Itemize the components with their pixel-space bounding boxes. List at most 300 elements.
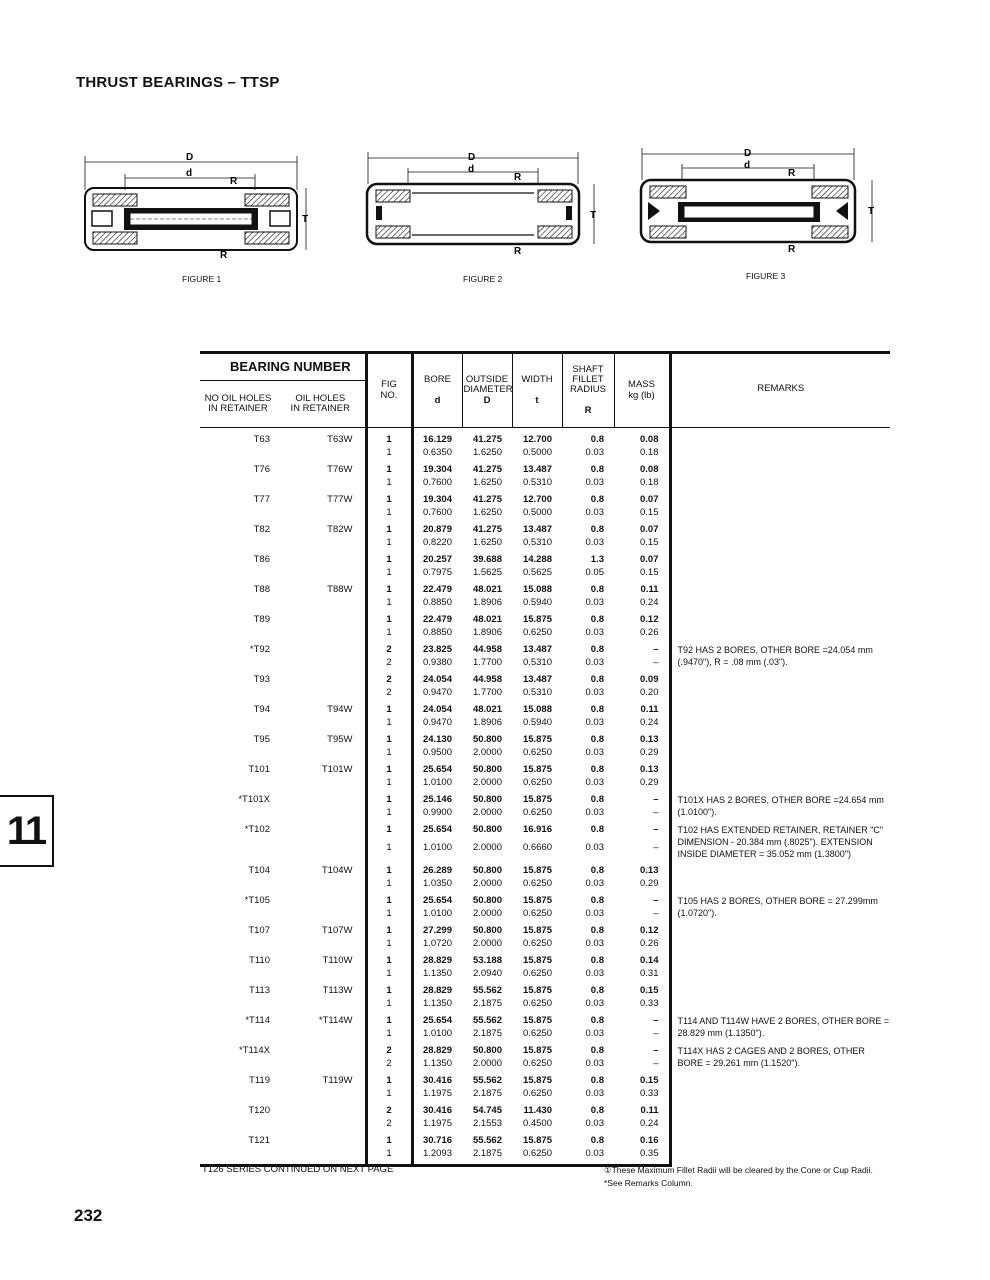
table-row — [200, 584, 890, 597]
cell-bore: 24.130 — [412, 734, 462, 747]
table-row — [200, 554, 890, 567]
cell-radius: 0.03 — [585, 937, 604, 949]
cell-oil — [276, 777, 366, 790]
cell-radius: 0.03 — [585, 1117, 604, 1129]
cell-remarks: T114X HAS 2 CAGES AND 2 BORES, OTHER BORE = 29.261 mm (1.1520"). — [670, 1045, 890, 1070]
cell-bore: 1.0100 — [412, 842, 462, 860]
cell-od: 44.958 — [472, 644, 502, 656]
cell-fig: 1 — [366, 955, 412, 968]
od-symbol: D — [483, 394, 491, 406]
cell-width: 15.875 — [522, 764, 552, 776]
cell-oil — [276, 842, 366, 860]
cell-remarks — [670, 464, 890, 489]
cell-oil — [276, 567, 366, 580]
cell-mass: 0.13 — [640, 734, 659, 746]
cell-bore: 0.9380 — [412, 657, 462, 670]
cell-bore: 22.479 — [412, 584, 462, 597]
cell-width: 15.088 — [522, 584, 552, 596]
cell-bore: 0.9500 — [412, 747, 462, 760]
cell-remarks — [670, 1135, 890, 1166]
cell-fig: 1 — [366, 717, 412, 730]
cell-no-oil — [200, 1118, 276, 1131]
cell-od: 53.188 — [472, 955, 502, 967]
cell-radius: 1.3 — [590, 554, 604, 566]
cell-bore: 1.1975 — [412, 1088, 462, 1101]
cell-bore: 1.0100 — [412, 1028, 462, 1041]
cell-fig: 2 — [366, 687, 412, 700]
cell-radius: 0.03 — [585, 1087, 604, 1099]
cell-no-oil — [200, 1028, 276, 1041]
cell-width: 0.4500 — [522, 1117, 552, 1129]
cell-radius: 0.8 — [590, 895, 604, 907]
cell-bore: 25.654 — [412, 764, 462, 777]
cell-radius: 0.03 — [585, 997, 604, 1009]
figure-1-caption: FIGURE 1 — [182, 274, 222, 284]
cell-radius: 0.8 — [590, 1105, 604, 1117]
cell-mass: – — [653, 824, 659, 836]
cell-radius: 0.03 — [585, 806, 604, 818]
cell-oil — [276, 674, 366, 687]
cell-width: 0.6250 — [522, 776, 552, 788]
cell-radius: 0.8 — [590, 494, 604, 506]
cell-bore: 0.8220 — [412, 537, 462, 550]
cell-remarks — [670, 674, 890, 699]
cell-bore: 1.0100 — [412, 777, 462, 790]
cell-radius: 0.03 — [585, 1057, 604, 1069]
cell-bore: 0.9470 — [412, 687, 462, 700]
cell-mass: 0.15 — [640, 536, 659, 548]
section-tab: 11 — [0, 795, 54, 867]
cell-fig: 1 — [366, 764, 412, 777]
cell-mass: 0.33 — [640, 997, 659, 1009]
cell-mass: 0.31 — [640, 967, 659, 979]
cell-oil: T94W — [327, 704, 353, 716]
cell-mass: – — [653, 1027, 659, 1039]
cell-radius: 0.8 — [590, 464, 604, 476]
cell-no-oil: T88 — [253, 584, 270, 596]
table-row — [200, 1045, 890, 1058]
cell-fig: 1 — [366, 627, 412, 640]
cell-fig: 1 — [366, 998, 412, 1011]
cell-radius: 0.03 — [585, 476, 604, 488]
cell-od: 1.8906 — [472, 626, 502, 638]
cell-no-oil: T95 — [253, 734, 270, 746]
cell-fig: 1 — [366, 507, 412, 520]
cell-bore: 24.054 — [412, 704, 462, 717]
shaft-symbol: R — [584, 405, 592, 417]
cell-od: 2.1553 — [472, 1117, 502, 1129]
table-row — [200, 494, 890, 507]
cell-no-oil — [200, 537, 276, 550]
cell-od: 50.800 — [472, 824, 502, 836]
cell-fig: 1 — [366, 734, 412, 747]
cell-od: 50.800 — [472, 764, 502, 776]
cell-oil: T104W — [321, 865, 353, 877]
cell-no-oil: T94 — [253, 704, 270, 716]
cell-no-oil: *T101X — [238, 794, 270, 806]
cell-no-oil — [200, 747, 276, 760]
cell-width: 0.6250 — [522, 997, 552, 1009]
remarks-header: REMARKS — [757, 383, 805, 394]
cell-fig: 1 — [366, 824, 412, 842]
cell-remarks — [670, 1105, 890, 1130]
no-oil-header-1: NO OIL HOLES — [204, 392, 272, 404]
label-d: d — [744, 160, 751, 171]
cell-no-oil: T86 — [253, 554, 270, 566]
cell-fig: 1 — [366, 567, 412, 580]
label-D: D — [744, 148, 752, 159]
cell-oil: T101W — [321, 764, 353, 776]
cell-fig: 1 — [366, 494, 412, 507]
cell-oil: T107W — [321, 925, 353, 937]
cell-fig: 1 — [366, 428, 412, 447]
cell-mass: 0.35 — [614, 1148, 670, 1166]
cell-od: 1.6250 — [472, 476, 502, 488]
cell-width: 0.5310 — [522, 686, 552, 698]
cell-fig: 1 — [366, 865, 412, 878]
cell-no-oil — [200, 998, 276, 1011]
table-row — [200, 644, 890, 657]
label-R-bottom: R — [788, 244, 796, 255]
cell-od: 41.275 — [472, 464, 502, 476]
cell-radius: 0.03 — [585, 596, 604, 608]
cell-oil — [276, 1028, 366, 1041]
cell-no-oil: T63 — [253, 434, 270, 446]
cell-mass: 0.11 — [640, 1105, 659, 1117]
cell-no-oil — [200, 567, 276, 580]
cell-mass: – — [653, 842, 659, 854]
cell-oil — [276, 807, 366, 820]
cell-radius: 0.8 — [590, 794, 604, 806]
cell-oil — [276, 895, 366, 908]
cell-mass: – — [653, 907, 659, 919]
cell-oil — [276, 507, 366, 520]
cell-mass: 0.07 — [640, 524, 659, 536]
cell-width: 0.6250 — [522, 877, 552, 889]
cell-width: 13.487 — [522, 464, 552, 476]
cell-bore: 28.829 — [412, 985, 462, 998]
table-row — [200, 1015, 890, 1028]
cell-no-oil: T113 — [249, 985, 270, 997]
cell-oil: T119W — [322, 1075, 353, 1087]
cell-oil: T82W — [327, 524, 353, 536]
cell-width: 0.6250 — [522, 1027, 552, 1039]
cell-no-oil: T89 — [253, 614, 270, 626]
cell-oil — [276, 1045, 366, 1058]
cell-od: 2.0000 — [472, 842, 502, 854]
cell-mass: 0.20 — [640, 686, 659, 698]
cell-od: 48.021 — [472, 614, 502, 626]
cell-remarks — [670, 554, 890, 579]
cell-od: 1.7700 — [472, 686, 502, 698]
cell-radius: 0.03 — [585, 536, 604, 548]
table-row — [200, 764, 890, 777]
cell-radius: 0.03 — [585, 1027, 604, 1039]
cell-remarks: T101X HAS 2 BORES, OTHER BORE =24.654 mm (1.0100"). — [670, 794, 890, 819]
cell-remarks — [670, 1075, 890, 1100]
cell-no-oil — [200, 477, 276, 490]
cell-oil — [276, 1118, 366, 1131]
cell-remarks — [670, 865, 890, 890]
cell-width: 0.6250 — [522, 626, 552, 638]
cell-bore: 19.304 — [412, 464, 462, 477]
cell-oil — [276, 1105, 366, 1118]
no-oil-header-2: IN RETAINER — [208, 403, 268, 415]
cell-no-oil — [200, 777, 276, 790]
cell-width: 15.875 — [522, 1015, 552, 1027]
cell-no-oil — [200, 687, 276, 700]
cell-fig: 1 — [366, 842, 412, 860]
cell-no-oil: T104 — [248, 865, 270, 877]
oil-header-2: IN RETAINER — [290, 403, 350, 415]
cell-no-oil — [200, 908, 276, 921]
cell-mass: 0.09 — [640, 674, 659, 686]
cell-width: 0.5310 — [522, 476, 552, 488]
footnote-radii: ①These Maximum Fillet Radii will be cleared by the Cone or Cup Radii. — [604, 1165, 873, 1175]
cell-mass: 0.14 — [640, 955, 659, 967]
label-d: d — [468, 164, 475, 175]
cell-radius: 0.03 — [585, 746, 604, 758]
cell-fig: 2 — [366, 657, 412, 670]
label-T: T — [302, 214, 309, 225]
cell-bore: 1.0350 — [412, 878, 462, 891]
cell-mass: – — [653, 644, 659, 656]
cell-mass: 0.24 — [640, 596, 659, 608]
continued-note: T126 SERIES CONTINUED ON NEXT PAGE — [202, 1164, 394, 1175]
cell-oil — [276, 657, 366, 670]
cell-od: 50.800 — [472, 895, 502, 907]
cell-width: 15.875 — [522, 614, 552, 626]
cell-radius: 0.8 — [590, 434, 604, 446]
shaft-header-1: SHAFT — [572, 363, 604, 375]
cell-no-oil: *T114X — [239, 1045, 270, 1057]
cell-remarks: T105 HAS 2 BORES, OTHER BORE = 27.299mm (1.0720"). — [670, 895, 890, 920]
cell-mass: 0.15 — [640, 566, 659, 578]
cell-mass: 0.15 — [640, 1075, 659, 1087]
table-row — [200, 824, 890, 842]
cell-width: 14.288 — [522, 554, 552, 566]
cell-bore: 0.6350 — [412, 447, 462, 460]
cell-oil — [276, 1135, 366, 1148]
cell-bore: 25.146 — [412, 794, 462, 807]
label-D: D — [186, 152, 194, 163]
cell-fig: 1 — [366, 537, 412, 550]
cell-fig: 1 — [366, 447, 412, 460]
cell-mass: 0.29 — [640, 746, 659, 758]
cell-remarks — [670, 985, 890, 1010]
cell-width: 15.875 — [522, 1045, 552, 1057]
cell-od: 50.800 — [472, 1045, 502, 1057]
cell-width: 13.487 — [522, 674, 552, 686]
cell-fig: 1 — [366, 794, 412, 807]
table-row — [200, 1135, 890, 1148]
cell-od: 2.0000 — [472, 937, 502, 949]
cell-bore: 0.7975 — [412, 567, 462, 580]
cell-width: 13.487 — [522, 644, 552, 656]
cell-radius: 0.05 — [585, 566, 604, 578]
cell-od: 48.021 — [472, 704, 502, 716]
cell-bore: 16.129 — [412, 428, 462, 447]
cell-oil — [276, 687, 366, 700]
shaft-header-2: FILLET — [572, 373, 604, 385]
cell-oil — [276, 644, 366, 657]
cell-width: 0.6250 — [522, 967, 552, 979]
cell-remarks — [670, 494, 890, 519]
cell-oil — [276, 477, 366, 490]
cell-mass: 0.07 — [640, 494, 659, 506]
cell-od: 50.800 — [472, 794, 502, 806]
cell-radius: 0.8 — [590, 985, 604, 997]
table-row — [200, 464, 890, 477]
cell-fig: 1 — [366, 477, 412, 490]
oil-header-1: OIL HOLES — [295, 392, 346, 404]
fig-header-1: FIG — [381, 379, 397, 391]
figure-2 — [362, 148, 602, 258]
cell-remarks — [670, 955, 890, 980]
cell-mass: 0.26 — [640, 626, 659, 638]
figure-3 — [636, 144, 884, 256]
cell-no-oil — [200, 938, 276, 951]
cell-radius: 0.8 — [590, 704, 604, 716]
cell-bore: 25.654 — [412, 895, 462, 908]
cell-fig: 2 — [366, 1118, 412, 1131]
cell-radius: 0.03 — [585, 626, 604, 638]
cell-od: 2.0000 — [472, 1057, 502, 1069]
cell-radius: 0.03 — [585, 506, 604, 518]
cell-width: 16.916 — [522, 824, 552, 836]
cell-no-oil — [200, 507, 276, 520]
cell-radius: 0.03 — [585, 686, 604, 698]
cell-radius: 0.8 — [590, 1135, 604, 1147]
cell-od: 41.275 — [472, 434, 502, 446]
cell-od: 50.800 — [472, 925, 502, 937]
cell-no-oil — [200, 842, 276, 860]
cell-no-oil: T110 — [249, 955, 270, 967]
cell-bore: 0.8850 — [412, 597, 462, 610]
table-row — [200, 865, 890, 878]
cell-od: 41.275 — [472, 524, 502, 536]
cell-no-oil — [200, 968, 276, 981]
cell-mass: 0.08 — [640, 434, 659, 446]
cell-width: 15.875 — [522, 1075, 552, 1087]
cell-bore: 27.299 — [412, 925, 462, 938]
cell-width: 0.5625 — [522, 566, 552, 578]
cell-mass: 0.24 — [640, 716, 659, 728]
cell-oil: *T114W — [318, 1015, 353, 1027]
cell-width: 0.6250 — [522, 806, 552, 818]
cell-radius: 0.03 — [585, 967, 604, 979]
cell-remarks — [670, 428, 890, 460]
cell-oil — [276, 998, 366, 1011]
cell-no-oil: *T105 — [244, 895, 270, 907]
cell-od: 41.275 — [472, 494, 502, 506]
cell-width: 11.430 — [523, 1105, 552, 1117]
cell-fig: 2 — [366, 1045, 412, 1058]
cell-bore: 23.825 — [412, 644, 462, 657]
cell-width: 0.6250 — [522, 937, 552, 949]
figure-3-caption: FIGURE 3 — [746, 271, 786, 281]
cell-od: 50.800 — [472, 734, 502, 746]
cell-mass: – — [653, 656, 659, 668]
cell-oil: T77W — [327, 494, 353, 506]
table-row — [200, 428, 890, 447]
label-R-top: R — [788, 168, 796, 179]
cell-bore: 19.304 — [412, 494, 462, 507]
cell-bore: 22.479 — [412, 614, 462, 627]
cell-mass: 0.12 — [640, 925, 659, 937]
cell-width: 12.700 — [522, 434, 552, 446]
cell-no-oil: T119 — [249, 1075, 270, 1087]
bearing-diagram-figure-1 — [80, 150, 310, 260]
shaft-header-3: RADIUS — [570, 384, 606, 396]
cell-radius: 0.8 — [590, 1045, 604, 1057]
cell-no-oil — [200, 447, 276, 460]
cell-no-oil — [200, 597, 276, 610]
cell-width: 15.875 — [522, 925, 552, 937]
cell-oil: T95W — [327, 734, 353, 746]
cell-oil — [276, 614, 366, 627]
cell-fig: 1 — [366, 968, 412, 981]
cell-mass: – — [653, 1045, 659, 1057]
cell-bore: 20.879 — [412, 524, 462, 537]
cell-mass: 0.18 — [640, 446, 659, 458]
cell-mass: – — [653, 1057, 659, 1069]
cell-bore: 28.829 — [412, 955, 462, 968]
cell-bore: 26.289 — [412, 865, 462, 878]
table-row — [200, 734, 890, 747]
table-row — [200, 895, 890, 908]
cell-fig: 1 — [366, 777, 412, 790]
cell-radius: 0.03 — [585, 446, 604, 458]
cell-mass: 0.08 — [640, 464, 659, 476]
cell-no-oil — [200, 1088, 276, 1101]
cell-mass: 0.26 — [640, 937, 659, 949]
cell-oil — [276, 717, 366, 730]
label-D: D — [468, 152, 476, 163]
cell-width: 15.875 — [522, 734, 552, 746]
figure-1 — [80, 150, 310, 260]
cell-remarks — [670, 614, 890, 639]
cell-remarks — [670, 925, 890, 950]
bore-header: BORE — [424, 373, 451, 385]
cell-mass: 0.11 — [640, 584, 659, 596]
table-row — [200, 704, 890, 717]
fig-header-2: NO. — [380, 389, 398, 401]
cell-od: 50.800 — [472, 865, 502, 877]
cell-fig: 2 — [366, 674, 412, 687]
cell-fig: 1 — [366, 1015, 412, 1028]
table-row — [200, 1075, 890, 1088]
cell-oil: T76W — [327, 464, 353, 476]
cell-fig: 1 — [366, 464, 412, 477]
cell-remarks: T102 HAS EXTENDED RETAINER, RETAINER "C" DIMENSION - 20.384 mm (.8025"). EXTENSION INSIDE DIAMETER = 35.052 mm (1.3800") — [670, 824, 890, 860]
cell-fig: 1 — [366, 807, 412, 820]
cell-oil — [276, 824, 366, 842]
cell-width: 0.6250 — [522, 1087, 552, 1099]
cell-mass: 0.15 — [640, 506, 659, 518]
cell-od: 54.745 — [472, 1105, 502, 1117]
cell-radius: 0.03 — [585, 716, 604, 728]
mass-header-2: kg (lb) — [628, 389, 655, 401]
cell-width: 15.875 — [522, 1135, 552, 1147]
cell-bore: 25.654 — [412, 824, 462, 842]
cell-od: 2.1875 — [462, 1148, 512, 1166]
cell-fig: 2 — [366, 1058, 412, 1071]
cell-bore: 0.8850 — [412, 627, 462, 640]
table-row — [200, 614, 890, 627]
cell-od: 55.562 — [472, 1015, 502, 1027]
cell-fig: 1 — [366, 1028, 412, 1041]
